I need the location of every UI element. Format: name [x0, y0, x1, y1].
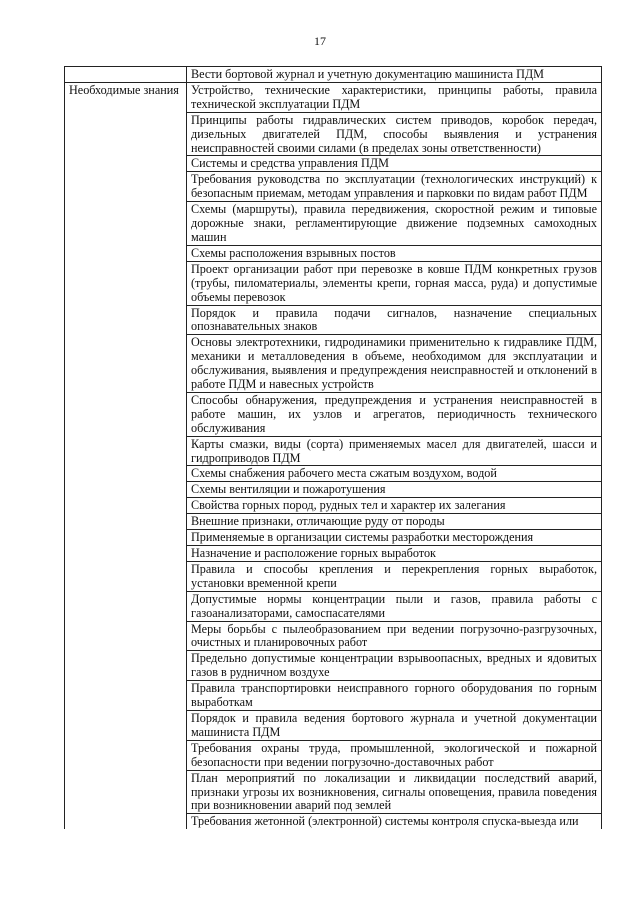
left-cell-continuation — [65, 172, 187, 202]
table-row — [65, 335, 602, 393]
knowledge-item: Внешние признаки, отличающие руду от породы — [187, 514, 602, 530]
table-row — [65, 546, 602, 562]
left-cell-continuation — [65, 305, 187, 335]
table-row — [65, 305, 602, 335]
knowledge-item: Требования жетонной (электронной) системы контроля спуска-выезда или — [187, 814, 602, 829]
left-cell-continuation — [65, 156, 187, 172]
table-row — [65, 498, 602, 514]
table-row — [65, 466, 602, 482]
left-cell-continuation — [65, 710, 187, 740]
requirements-table — [64, 66, 602, 829]
table-row — [65, 530, 602, 546]
requirements-table-body — [65, 67, 602, 830]
left-cell-continuation — [65, 740, 187, 770]
left-cell-continuation — [65, 561, 187, 591]
table-row — [65, 82, 602, 112]
left-cell-continuation — [65, 530, 187, 546]
left-cell-continuation — [65, 482, 187, 498]
knowledge-item: Порядок и правила ведения бортового журнала и учетной документации машиниста ПДМ — [187, 710, 602, 740]
knowledge-item: Правила транспортировки неисправного горного оборудования по горным выработкам — [187, 681, 602, 711]
knowledge-item: Системы и средства управления ПДМ — [187, 156, 602, 172]
table-row — [65, 621, 602, 651]
table-row — [65, 172, 602, 202]
knowledge-item: Применяемые в организации системы разработки месторождения — [187, 530, 602, 546]
table-row — [65, 740, 602, 770]
left-cell-continuation — [65, 466, 187, 482]
table-row — [65, 392, 602, 436]
table-row — [65, 112, 602, 156]
table-row — [65, 482, 602, 498]
left-cell-continuation — [65, 546, 187, 562]
table-row — [65, 651, 602, 681]
table-row — [65, 436, 602, 466]
table-row — [65, 770, 602, 814]
knowledge-item: Схемы снабжения рабочего места сжатым воздухом, водой — [187, 466, 602, 482]
knowledge-item: Карты смазки, виды (сорта) применяемых масел для двигателей, шасси и гидроприводов ПДМ — [187, 436, 602, 466]
left-cell-continuation — [65, 514, 187, 530]
table-row — [65, 156, 602, 172]
left-cell-continuation — [65, 498, 187, 514]
knowledge-item: Схемы (маршруты), правила передвижения, скоростной режим и типовые дорожные знаки, регламентирующие движение подземных самоходных машин — [187, 202, 602, 246]
knowledge-item: Принципы работы гидравлических систем приводов, коробок передач, дизельных двигателей ПДМ, способы выявления и устранения неисправностей своими силами (в пределах зоны ответственности) — [187, 112, 602, 156]
knowledge-item: Предельно допустимые концентрации взрывоопасных, вредных и ядовитых газов в рудничном воздухе — [187, 651, 602, 681]
table-row — [65, 561, 602, 591]
knowledge-item: Назначение и расположение горных выработок — [187, 546, 602, 562]
left-cell-continuation — [65, 814, 187, 829]
table-row — [65, 710, 602, 740]
page-number: 17 — [314, 34, 326, 48]
left-cell-continuation — [65, 261, 187, 305]
left-cell-continuation — [65, 591, 187, 621]
knowledge-item: Устройство, технические характеристики, принципы работы, правила технической эксплуатации ПДМ — [187, 82, 602, 112]
knowledge-item: Правила и способы крепления и перекрепления горных выработок, установки временной крепи — [187, 561, 602, 591]
left-cell-continuation — [65, 621, 187, 651]
knowledge-item: Требования руководства по эксплуатации (технологических инструкций) к безопасным приемам, методам управления и парковки по видам работ ПДМ — [187, 172, 602, 202]
knowledge-item: Основы электротехники, гидродинамики применительно к гидравлике ПДМ, механики и металловедения в объеме, необходимом для эксплуатации и обслуживания, выявления и предупреждения неисправностей и отклонений в работе ПДМ и навесных устройств — [187, 335, 602, 393]
knowledge-item: Способы обнаружения, предупреждения и устранения неисправностей в работе машин, их узлов и агрегатов, периодичность технического обслуживания — [187, 392, 602, 436]
left-cell-continuation — [65, 651, 187, 681]
section-label: Необходимые знания — [65, 82, 187, 112]
table-row — [65, 202, 602, 246]
left-cell-continuation — [65, 392, 187, 436]
right-cell: Вести бортовой журнал и учетную документацию машиниста ПДМ — [187, 67, 602, 83]
table-row — [65, 681, 602, 711]
left-cell-continuation — [65, 770, 187, 814]
knowledge-item: Схемы расположения взрывных постов — [187, 245, 602, 261]
table-row — [65, 245, 602, 261]
table-row — [65, 67, 602, 83]
table-row — [65, 514, 602, 530]
knowledge-item: Свойства горных пород, рудных тел и характер их залегания — [187, 498, 602, 514]
table-row — [65, 591, 602, 621]
left-cell-continuation — [65, 245, 187, 261]
left-cell-continuation — [65, 202, 187, 246]
knowledge-item: Допустимые нормы концентрации пыли и газов, правила работы с газоанализаторами, самоспасателями — [187, 591, 602, 621]
left-cell-continuation — [65, 436, 187, 466]
knowledge-item: Схемы вентиляции и пожаротушения — [187, 482, 602, 498]
left-cell-continuation — [65, 681, 187, 711]
knowledge-item: Проект организации работ при перевозке в ковше ПДМ конкретных грузов (трубы, пиломатериалы, элементы крепи, горная масса, руда) и допустимые объемы перевозок — [187, 261, 602, 305]
left-cell-continuation — [65, 335, 187, 393]
knowledge-item: Меры борьбы с пылеобразованием при ведении погрузочно-разгрузочных, очистных и планировочных работ — [187, 621, 602, 651]
knowledge-item: Порядок и правила подачи сигналов, назначение специальных опознавательных знаков — [187, 305, 602, 335]
left-cell-empty — [65, 67, 187, 83]
knowledge-item: План мероприятий по локализации и ликвидации последствий аварий, признаки угрозы их возникновения, сигналы оповещения, правила поведения при возникновении аварий под землей — [187, 770, 602, 814]
table-row — [65, 261, 602, 305]
left-cell-continuation — [65, 112, 187, 156]
table-row — [65, 814, 602, 829]
knowledge-item: Требования охраны труда, промышленной, экологической и пожарной безопасности при ведении погрузочно-доставочных работ — [187, 740, 602, 770]
